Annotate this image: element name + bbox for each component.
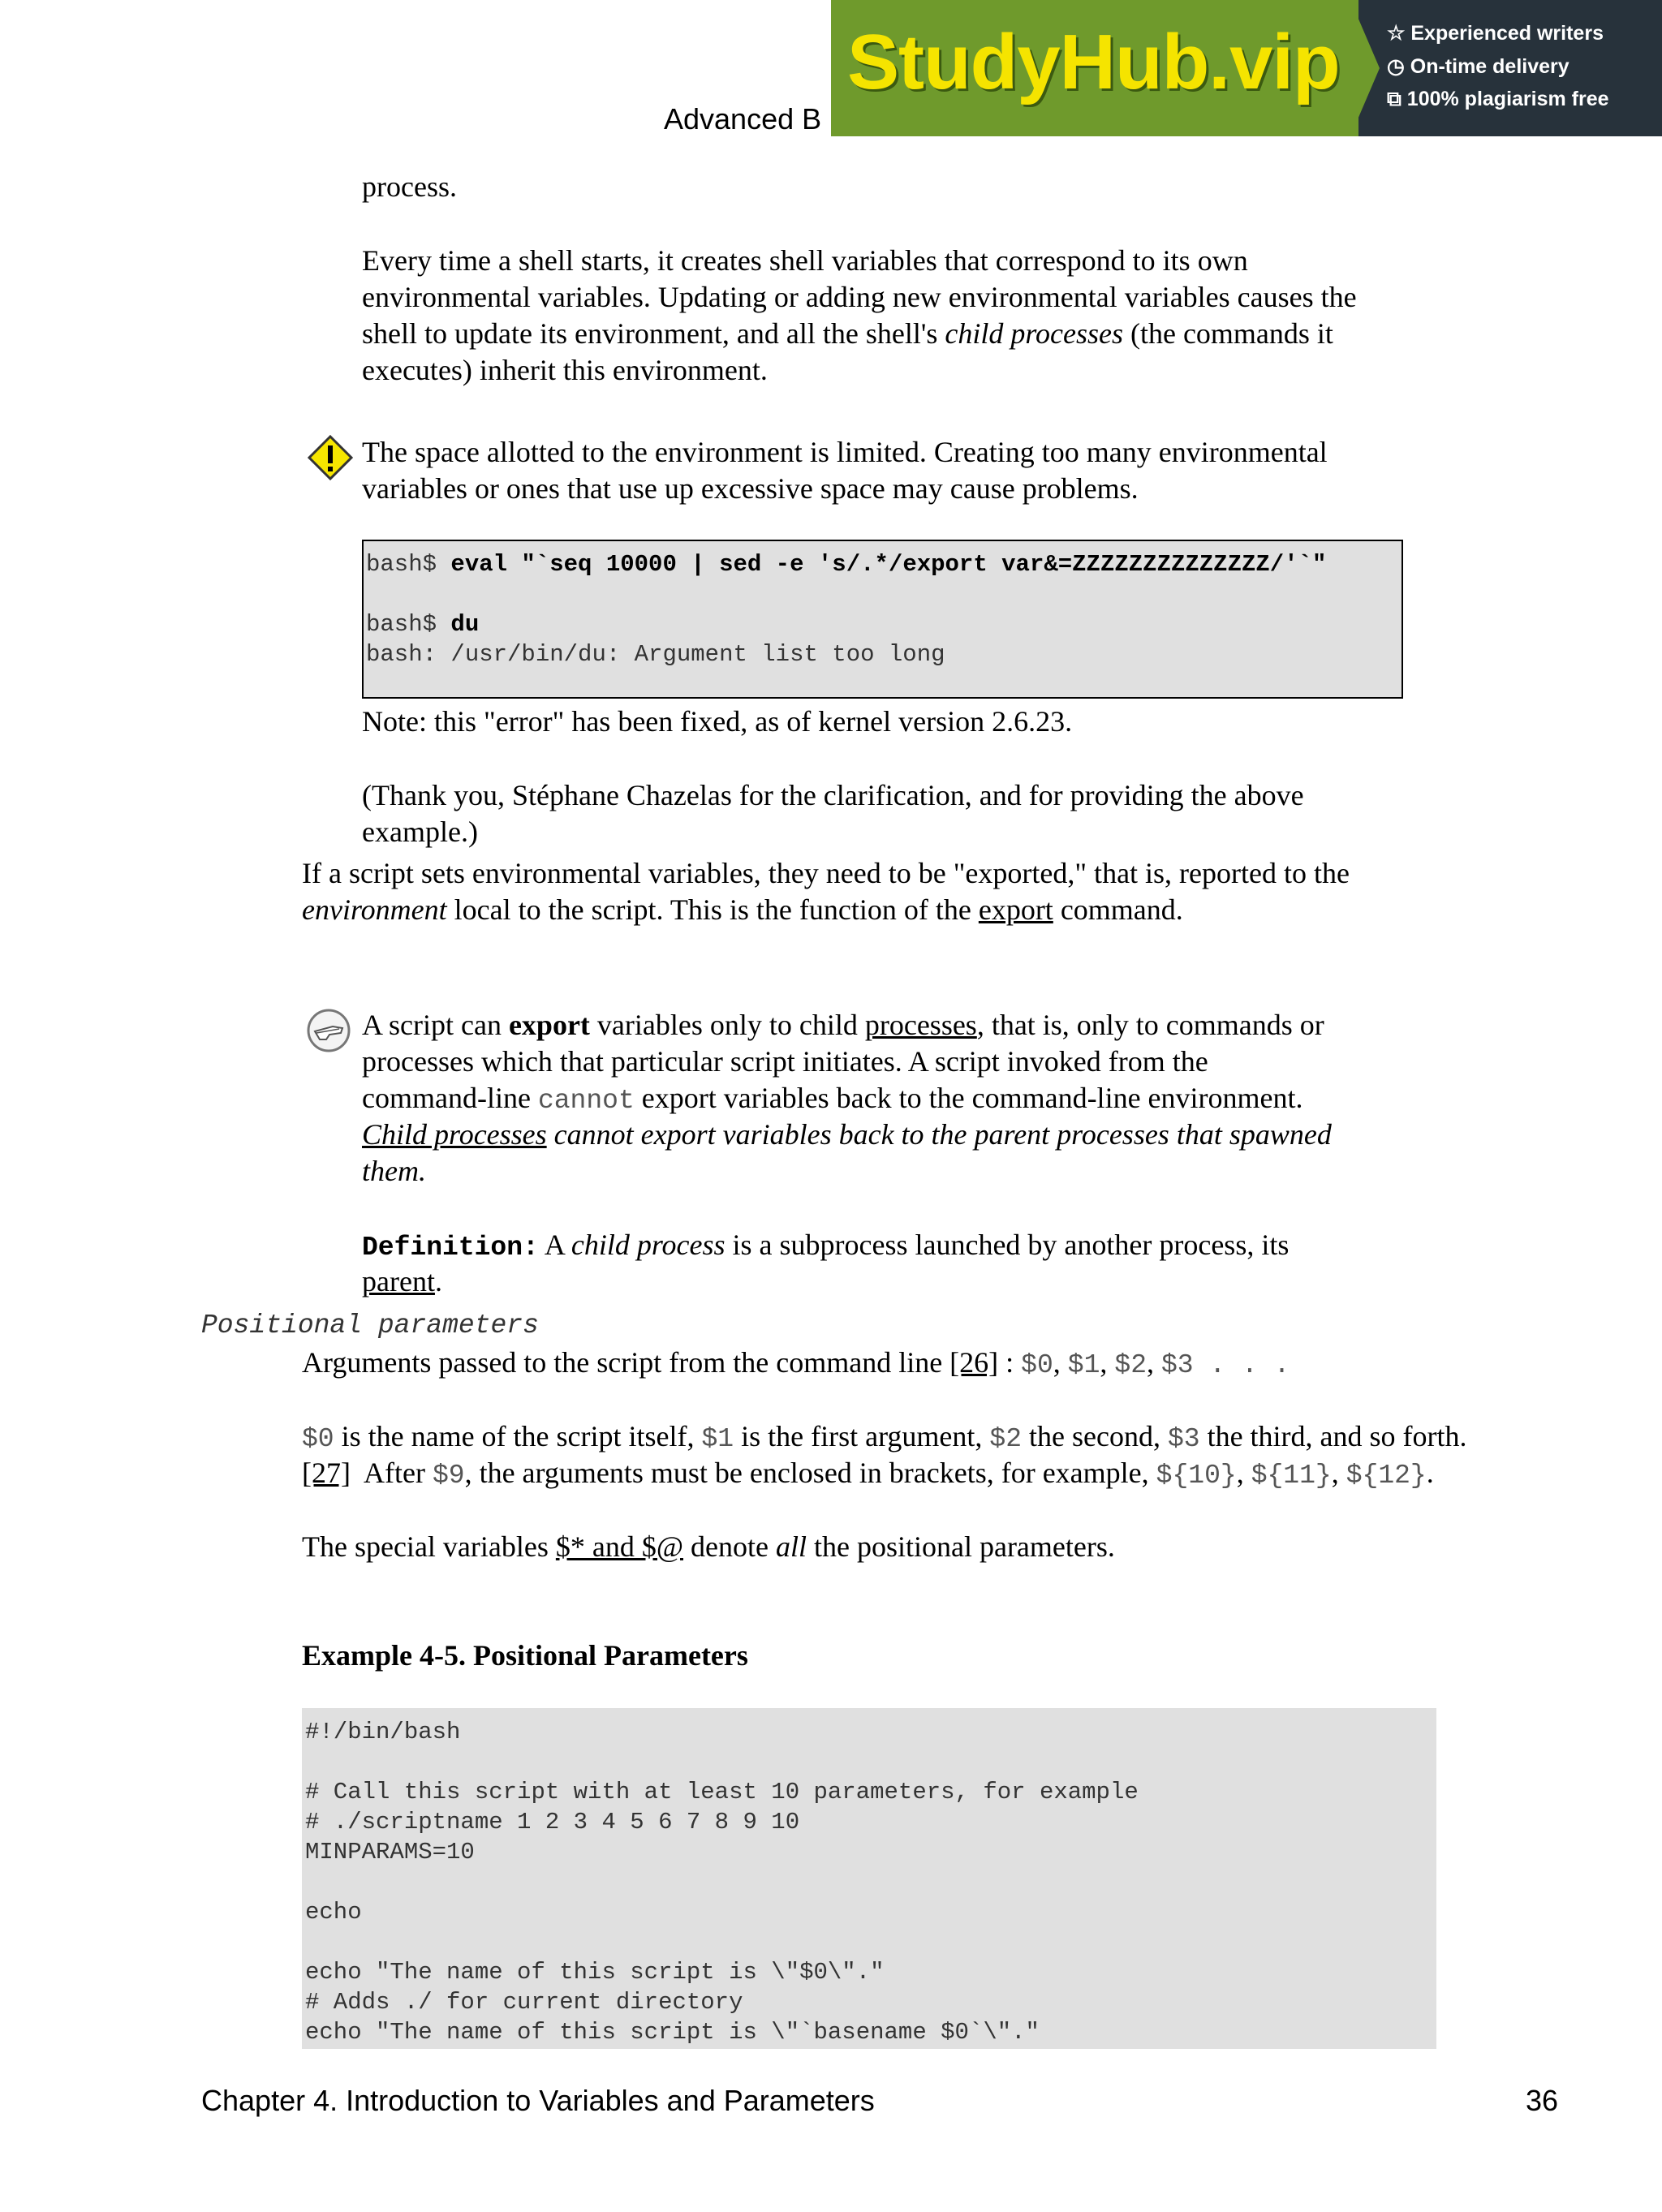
child-processes-link[interactable]: Child processes [362,1118,547,1151]
footnote-27-link[interactable]: [27] [302,1457,351,1489]
copy-icon: ⧉ [1387,88,1407,110]
parent-link[interactable]: parent [362,1265,435,1298]
code-block-positional [302,1708,1436,2049]
running-header: Advanced B [664,102,822,136]
note-line-2: processes which that particular script initiates. A script invoked from the [362,1045,1208,1078]
banner-feature-1: ☆ Experienced writers [1387,22,1604,45]
code-line: #!/bin/bash [305,1719,461,1745]
code-line: echo "The name of this script is \"$0\"." [305,1959,885,1986]
banner-arrow [1350,0,1380,136]
studyhub-logo: StudyHub.vip [847,19,1340,105]
export-para-line-2: environment local to the script. This is the function of the export command. [302,893,1183,926]
para-env-line-1: Every time a shell starts, it creates shell variables that correspond to its own [362,244,1248,277]
positional-line-2: $0 is the name of the script itself, $1 is the first argument, $2 the second, $3 the third, and so forth. [302,1420,1467,1454]
studyhub-banner[interactable] [831,0,1662,136]
note-error: Note: this "error" has been fixed, as of kernel version 2.6.23. [362,705,1073,738]
code-eval-command: eval "`seq 10000 | sed -e 's/.*/export var&=ZZZZZZZZZZZZZZ/'`" [450,551,1327,578]
positional-line-3: [27] After $9, the arguments must be enclosed in brackets, for example, ${10}, ${11}, ${12}. [302,1457,1434,1491]
code-line: # ./scriptname 1 2 3 4 5 6 7 8 9 10 [305,1809,800,1835]
footnote-26-link[interactable]: [26] [949,1346,999,1379]
code-cannot: cannot [537,1086,635,1116]
special-variables-link[interactable]: $* and $@ [555,1530,683,1563]
code-du-command: du [450,611,480,638]
thanks-line-2: example.) [362,816,478,848]
code-block-eval: bash$ eval "`seq 10000 | sed -e 's/.*/export var&=ZZZZZZZZZZZZZZ/'`" bash$ du bash: /usr/bin/du: Argument list too long [362,540,1403,699]
note-line-1: A script can export variables only to child processes, that is, only to commands or [362,1009,1324,1041]
banner-feature-2: ◷ On-time delivery [1387,55,1569,78]
positional-line-1: Arguments passed to the script from the command line [26] : $0, $1, $2, $3 . . . [302,1346,1290,1380]
child-processes-em: child processes [945,317,1123,350]
code-output: bash: /usr/bin/du: Argument list too long [366,641,945,668]
para-env-line-2: environmental variables. Updating or adding new environmental variables causes the [362,281,1357,313]
example-title: Example 4-5. Positional Parameters [302,1639,748,1672]
export-para-line-1: If a script sets environmental variables, they need to be "exported," that is, reported to the [302,857,1350,889]
warning-line-2: variables or ones that use up excessive space may cause problems. [362,472,1139,505]
definition-label: Definition: [362,1233,539,1263]
thanks-line-1: (Thank you, Stéphane Chazelas for the clarification, and for providing the above [362,779,1304,811]
note-line-3: command-line cannot export variables back to the command-line environment. [362,1082,1303,1116]
banner-logo-panel [831,0,1358,136]
para-env-line-4: executes) inherit this environment. [362,354,768,386]
note-hand-icon [305,1007,352,1054]
code-line: echo "The name of this script is \"`basename $0`\"." [305,2019,1040,2046]
definition-line-2: parent. [362,1265,442,1298]
code-line: # Call this script with at least 10 parameters, for example [305,1779,1139,1805]
note-line-5: them. [362,1155,426,1187]
code-line: echo [305,1899,362,1926]
footer-chapter: Chapter 4. Introduction to Variables and Parameters [201,2084,875,2117]
term-positional-parameters: Positional parameters [201,1310,539,1341]
clock-icon: ◷ [1387,55,1410,78]
code-line: MINPARAMS=10 [305,1839,475,1866]
footer-page-number: 36 [1526,2084,1559,2117]
text-process: process. [362,170,457,203]
banner-feature-3: ⧉ 100% plagiarism free [1387,88,1609,110]
positional-line-4: The special variables $* and $@ denote all the positional parameters. [302,1530,1115,1563]
warning-icon [307,434,354,481]
definition-line-1: Definition: A child process is a subprocess launched by another process, its [362,1229,1290,1263]
warning-line-1: The space allotted to the environment is limited. Creating too many environmental [362,436,1328,468]
processes-link[interactable]: processes [864,1009,977,1041]
star-icon: ☆ [1387,22,1411,45]
para-env-line-3: shell to update its environment, and all the shell's child processes (the commands it [362,317,1333,350]
code-line: # Adds ./ for current directory [305,1989,743,2016]
export-link[interactable]: export [978,893,1053,926]
note-line-4: Child processes cannot export variables back to the parent processes that spawned [362,1118,1332,1151]
